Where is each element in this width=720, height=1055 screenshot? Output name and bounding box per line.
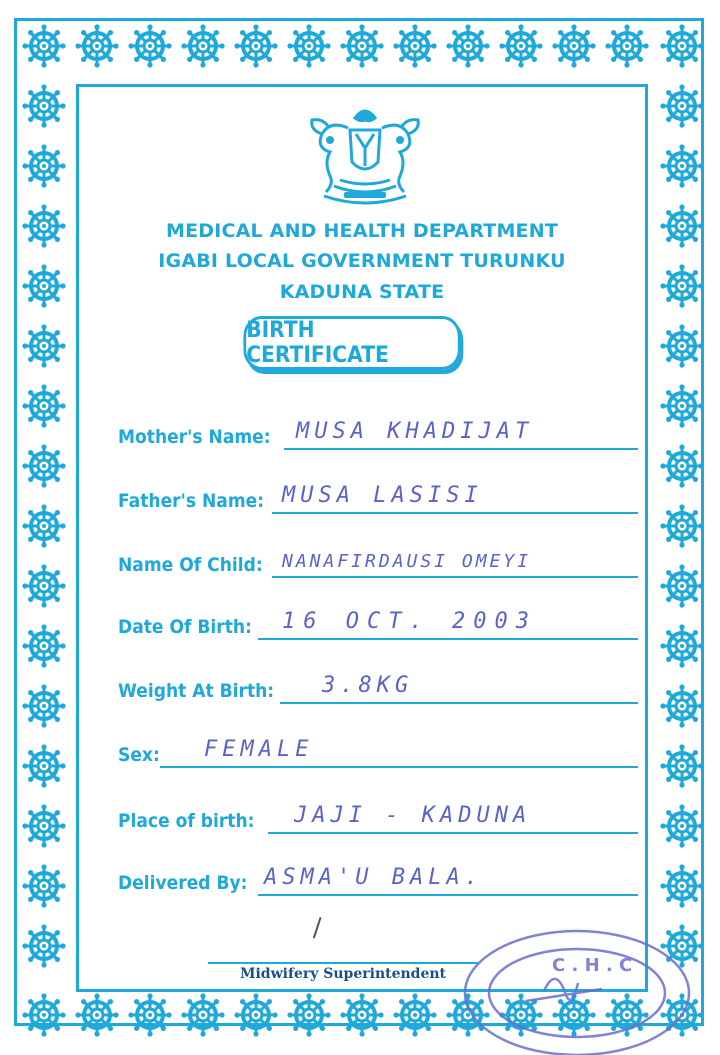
- field-row-date-of-birth: [118, 600, 638, 640]
- field-label: Mother's Name:: [118, 426, 271, 448]
- field-value: 3.8KG: [322, 673, 414, 698]
- signature-label: Midwifery Superintendent: [239, 966, 447, 982]
- field-row-father: [118, 474, 638, 514]
- field-row-sex: [118, 728, 638, 768]
- field-underline: [258, 638, 638, 640]
- stamp-text: C . H . C: [552, 955, 633, 976]
- field-value: ASMA'U BALA.: [264, 865, 483, 890]
- field-underline: [160, 766, 638, 768]
- certificate-title-badge: [243, 316, 460, 370]
- certificate-title: BIRTH CERTIFICATE: [246, 318, 389, 368]
- field-value: 16 OCT. 2003: [282, 609, 537, 634]
- field-label: Weight At Birth:: [118, 680, 275, 702]
- field-underline: [258, 894, 638, 896]
- field-value: MUSA KHADIJAT: [296, 419, 534, 444]
- field-underline: [272, 512, 638, 514]
- field-label: Place of birth:: [118, 810, 255, 832]
- field-underline: [284, 448, 638, 450]
- coat-of-arms-icon: [300, 100, 430, 215]
- stamp-icon: [452, 905, 692, 1055]
- field-value: JAJI - KADUNA: [294, 803, 532, 828]
- field-value: FEMALE: [204, 737, 314, 762]
- field-row-weight: [118, 664, 638, 704]
- field-label: Date Of Birth:: [118, 616, 252, 638]
- field-row-mother: [118, 410, 638, 450]
- field-underline: [280, 702, 638, 704]
- field-label: Sex:: [118, 744, 160, 766]
- field-value: MUSA LASISI: [282, 483, 483, 508]
- field-value: NANAFIRDAUSI OMEYI: [282, 551, 532, 572]
- signature-line: [208, 962, 478, 964]
- field-underline: [268, 832, 638, 834]
- field-row-child: [118, 538, 638, 578]
- local-government-heading: IGABI LOCAL GOVERNMENT TURUNKU: [158, 250, 566, 272]
- field-row-place-of-birth: [118, 794, 638, 834]
- field-row-delivered-by: [118, 856, 638, 896]
- field-underline: [272, 576, 638, 578]
- department-heading: MEDICAL AND HEALTH DEPARTMENT: [165, 220, 559, 242]
- state-heading: KADUNA STATE: [279, 281, 445, 303]
- field-label: Father's Name:: [118, 490, 265, 512]
- field-label: Name Of Child:: [118, 554, 263, 576]
- field-label: Delivered By:: [118, 872, 248, 894]
